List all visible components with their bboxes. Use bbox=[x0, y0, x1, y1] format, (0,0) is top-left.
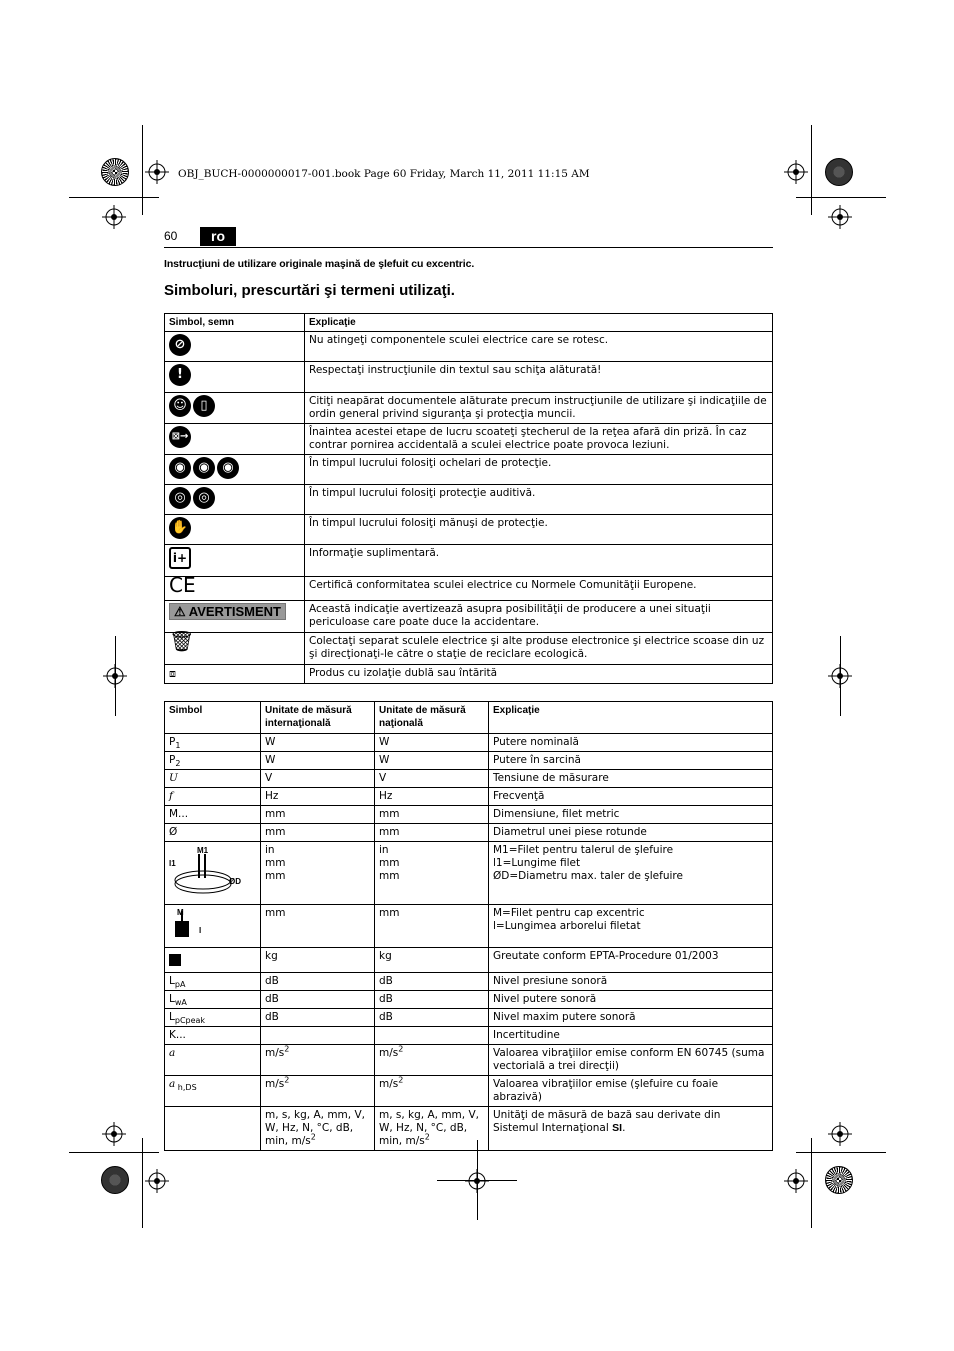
column-header: Unitate de măsură naţională bbox=[375, 702, 489, 734]
explanation-cell: Informaţie suplimentară. bbox=[305, 545, 773, 577]
explanation-cell bbox=[489, 842, 773, 905]
page-number: 60 bbox=[164, 229, 178, 243]
nat-unit-cell: $m/s^2$ bbox=[375, 1045, 489, 1076]
explanation-cell: Valoarea vibraţiilor emise conform EN 60745 (suma vectorială a trei direcţii) bbox=[489, 1045, 773, 1076]
table-row bbox=[165, 424, 773, 455]
explanation-cell: Nivel maxim putere sonoră bbox=[489, 1009, 773, 1027]
symbol-cell: a bbox=[165, 1045, 261, 1076]
explanation-line: M1=Filet pentru talerul de şlefuire bbox=[493, 844, 674, 856]
symbol-cell: $P_2$ bbox=[165, 752, 261, 770]
explanation-cell: Frecvenţă bbox=[489, 788, 773, 806]
nat-unit-cell: mm bbox=[375, 905, 489, 948]
explanation-cell: Produs cu izolaţie dublă sau întărită bbox=[305, 665, 773, 684]
table-header-row bbox=[165, 702, 773, 734]
nat-unit-cell: Hz bbox=[375, 788, 489, 806]
symbol-cell: Ø bbox=[165, 824, 261, 842]
nat-unit-cell: V bbox=[375, 770, 489, 788]
column-header: Explicaţie bbox=[305, 314, 773, 332]
ear-protection-icon: ◎ bbox=[193, 487, 215, 509]
color-rosette-icon bbox=[101, 158, 129, 186]
explanation-cell: Unităţi de măsură de bază sau derivate din Sistemul Internaţional SI. bbox=[489, 1107, 773, 1151]
intl-unit-cell: W bbox=[261, 734, 375, 752]
symbol-cell bbox=[165, 842, 261, 905]
column-header: Simbol bbox=[165, 702, 261, 734]
table-row bbox=[165, 601, 773, 633]
symbol-cell: M... bbox=[165, 806, 261, 824]
nat-unit-cell: mm bbox=[375, 824, 489, 842]
explanation-cell: Citiţi neapărat documentele alăturate precum instrucţiunile de utilizare şi indicaţiile de ordin general privind siguranţa şi protecţia muncii. bbox=[305, 393, 773, 424]
explanation-cell: Tensiune de măsurare bbox=[489, 770, 773, 788]
registration-mark-icon bbox=[102, 205, 126, 229]
symbol-cell: U bbox=[165, 770, 261, 788]
intl-unit-cell: dB bbox=[261, 973, 375, 991]
intl-unit-cell: Hz bbox=[261, 788, 375, 806]
symbol-cell: f bbox=[165, 788, 261, 806]
section-title: Simboluri, prescurtări şi termeni utilizaţi. bbox=[164, 282, 455, 299]
intl-unit-cell: $m/s^2$ bbox=[261, 1045, 375, 1076]
table-row bbox=[165, 842, 773, 905]
column-header: Simbol, semn bbox=[165, 314, 305, 332]
symbol-cell bbox=[165, 948, 261, 973]
explanation-cell: În timpul lucrului folosiţi protecţie auditivă. bbox=[305, 485, 773, 515]
registration-mark-icon bbox=[784, 1169, 808, 1193]
explanation-cell: Respectaţi instrucţiunile din textul sau schiţa alăturată! bbox=[305, 362, 773, 393]
column-header: Explicaţie bbox=[489, 702, 773, 734]
intl-unit-cell: dB bbox=[261, 991, 375, 1009]
symbol-cell: K... bbox=[165, 1027, 261, 1045]
color-rosette-icon bbox=[101, 1166, 129, 1194]
eye-protection-icon: ◉ bbox=[193, 457, 215, 479]
eye-protection-icon: ◉ bbox=[217, 457, 239, 479]
explanation-cell: Nu atingeţi componentele sculei electrice care se rotesc. bbox=[305, 332, 773, 362]
eye-protection-icon: ◉ bbox=[169, 457, 191, 479]
table-row bbox=[165, 788, 773, 806]
table-row bbox=[165, 806, 773, 824]
crop-mark bbox=[796, 1152, 886, 1153]
color-rosette-icon bbox=[825, 158, 853, 186]
symbol-cell: a $_{h,DS}$ bbox=[165, 1076, 261, 1107]
nat-unit-cell: W bbox=[375, 734, 489, 752]
warning-triangle-icon: ⚠ bbox=[174, 604, 186, 619]
intl-unit-cell: $m/s^2$ bbox=[261, 1076, 375, 1107]
explanation-cell: Putere în sarcină bbox=[489, 752, 773, 770]
units-table bbox=[164, 701, 773, 1151]
explanation-cell: Această indicaţie avertizează asupra posibilităţii de producere a unei situaţii periculoase care poate duce la accidentare. bbox=[305, 601, 773, 633]
table-row bbox=[165, 1045, 773, 1076]
explanation-line: ØD=Diametru max. taler de şlefuire bbox=[493, 870, 683, 882]
table-row bbox=[165, 973, 773, 991]
drawing-label-od: ØD bbox=[229, 877, 241, 886]
crop-mark bbox=[811, 125, 812, 215]
table-row bbox=[165, 824, 773, 842]
crop-mark bbox=[69, 197, 159, 198]
table-row bbox=[165, 734, 773, 752]
table-row bbox=[165, 991, 773, 1009]
book-icon: ▯ bbox=[193, 395, 215, 417]
nat-unit-cell: dB bbox=[375, 991, 489, 1009]
nat-unit-cell: W bbox=[375, 752, 489, 770]
sanding-pad-drawing bbox=[169, 844, 249, 898]
explanation-cell: Incertitudine bbox=[489, 1027, 773, 1045]
table-row bbox=[165, 1076, 773, 1107]
explanation-cell: Nivel putere sonoră bbox=[489, 991, 773, 1009]
table-row bbox=[165, 752, 773, 770]
table-row bbox=[165, 1107, 773, 1151]
intl-unit-cell: V bbox=[261, 770, 375, 788]
explanation-cell: Putere nominală bbox=[489, 734, 773, 752]
table-row bbox=[165, 633, 773, 665]
explanation-cell: În timpul lucrului folosiţi mănuşi de protecţie. bbox=[305, 515, 773, 545]
symbol-cell: $P_1$ bbox=[165, 734, 261, 752]
table-row bbox=[165, 770, 773, 788]
intl-unit-cell: mm bbox=[261, 905, 375, 948]
nat-unit-cell: dB bbox=[375, 973, 489, 991]
table-row bbox=[165, 665, 773, 684]
exclamation-icon: ! bbox=[169, 364, 191, 386]
registration-mark-icon bbox=[145, 1169, 169, 1193]
language-badge: ro bbox=[200, 227, 236, 246]
explanation-cell: Certifică conformitatea sculei electrice cu Normele Comunităţii Europene. bbox=[305, 577, 773, 601]
nat-unit-cell bbox=[375, 1027, 489, 1045]
drawing-label-l: l bbox=[199, 926, 202, 935]
table-row bbox=[165, 485, 773, 515]
intl-unit-cell: W bbox=[261, 752, 375, 770]
registration-mark-icon bbox=[145, 160, 169, 184]
weight-icon bbox=[169, 954, 181, 966]
intl-unit-cell bbox=[261, 1027, 375, 1045]
column-header: Unitate de măsură internaţională bbox=[261, 702, 375, 734]
header-rule bbox=[164, 247, 773, 248]
explanation-cell: Valoarea vibraţiilor emise (şlefuire cu foaie abrazivă) bbox=[489, 1076, 773, 1107]
info-icon: i+ bbox=[169, 547, 191, 569]
nat-unit-cell: kg bbox=[375, 948, 489, 973]
explanation-line: l1=Lungime filet bbox=[493, 857, 581, 869]
table-row bbox=[165, 1009, 773, 1027]
symbol-cell: $L_{pA}$ bbox=[165, 973, 261, 991]
print-header: OBJ_BUCH-0000000017-001.book Page 60 Friday, March 11, 2011 11:15 AM bbox=[178, 168, 590, 180]
intl-unit-cell: in mm mm bbox=[261, 842, 375, 905]
table-row bbox=[165, 362, 773, 393]
nat-unit-cell: $m/s^2$ bbox=[375, 1076, 489, 1107]
symbol-cell: $L_{pCpeak}$ bbox=[165, 1009, 261, 1027]
symbols-table bbox=[164, 313, 773, 684]
explanation-cell: Nivel presiune sonoră bbox=[489, 973, 773, 991]
explanation-line: M=Filet pentru cap excentric bbox=[493, 907, 645, 919]
intl-unit-cell: dB bbox=[261, 1009, 375, 1027]
intl-unit-cell: mm bbox=[261, 806, 375, 824]
table-row bbox=[165, 515, 773, 545]
registration-mark-icon bbox=[784, 160, 808, 184]
explanation-cell: Greutate conform EPTA-Procedure 01/2003 bbox=[489, 948, 773, 973]
nat-unit-cell: in mm mm bbox=[375, 842, 489, 905]
no-touch-rotating-icon: ⊘ bbox=[169, 334, 191, 356]
nat-unit-cell: mm bbox=[375, 806, 489, 824]
explanation-cell: Diametrul unei piese rotunde bbox=[489, 824, 773, 842]
crop-mark bbox=[69, 1152, 159, 1153]
si-label: SI bbox=[612, 1122, 623, 1134]
explanation-cell bbox=[489, 905, 773, 948]
symbol-cell bbox=[165, 1107, 261, 1151]
unplug-icon: ⊠→ bbox=[169, 426, 191, 448]
ear-protection-icon: ◎ bbox=[169, 487, 191, 509]
symbol-cell bbox=[165, 905, 261, 948]
intl-unit-cell: kg bbox=[261, 948, 375, 973]
color-rosette-icon bbox=[825, 1166, 853, 1194]
ce-mark-icon: CE bbox=[169, 573, 196, 597]
gloves-icon: ✋ bbox=[169, 517, 191, 539]
table-row bbox=[165, 332, 773, 362]
nat-unit-cell: dB bbox=[375, 1009, 489, 1027]
double-insulation-icon: ⧈ bbox=[169, 667, 176, 680]
registration-mark-icon bbox=[828, 205, 852, 229]
drawing-label-l1: l1 bbox=[169, 859, 176, 868]
table-row bbox=[165, 1027, 773, 1045]
explanation-line: l=Lungimea arborelui filetat bbox=[493, 920, 641, 932]
explanation-cell: Înaintea acestei etape de lucru scoateţi ştecherul de la reţea afară din priză. În caz contrar pornirea accidentală a sculei electrice poate provoca leziuni. bbox=[305, 424, 773, 455]
table-row bbox=[165, 948, 773, 973]
registration-mark-icon bbox=[828, 664, 852, 688]
registration-mark-icon bbox=[828, 1122, 852, 1146]
table-row bbox=[165, 577, 773, 601]
registration-mark-icon bbox=[465, 1169, 489, 1193]
explanation-text: Unităţi de măsură de bază sau derivate din Sistemul Internaţional bbox=[493, 1109, 721, 1134]
table-row bbox=[165, 905, 773, 948]
warning-label bbox=[169, 603, 286, 620]
explanation-cell: Dimensiune, filet metric bbox=[489, 806, 773, 824]
eccentric-head-drawing bbox=[169, 907, 209, 941]
registration-mark-icon bbox=[103, 664, 127, 688]
table-row bbox=[165, 393, 773, 424]
explanation-cell: Colectaţi separat sculele electrice şi alte produse electronice şi electrice scoase din uz şi direcţionaţi-le către o staţie de reciclare ecologică. bbox=[305, 633, 773, 665]
warning-label-text: AVERTISMENT bbox=[188, 604, 282, 619]
table-header-row bbox=[165, 314, 773, 332]
explanation-cell: În timpul lucrului folosiţi ochelari de protecţie. bbox=[305, 455, 773, 485]
table-row bbox=[165, 455, 773, 485]
document-subtitle: Instrucţiuni de utilizare originale maşină de şlefuit cu excentric. bbox=[164, 258, 475, 270]
crop-mark bbox=[142, 125, 143, 215]
drawing-label-m1: M1 bbox=[197, 846, 209, 855]
symbol-cell: $L_{wA}$ bbox=[165, 991, 261, 1009]
read-manual-icon: ☺ bbox=[169, 395, 191, 417]
registration-mark-icon bbox=[102, 1122, 126, 1146]
drawing-label-m: M bbox=[177, 908, 184, 917]
table-row bbox=[165, 545, 773, 577]
crossed-bin-icon: 🗑 bbox=[169, 629, 195, 653]
intl-unit-cell: m, s, kg, A, mm, V, W, Hz, N, °C, dB, min, $m/s^2$ bbox=[261, 1107, 375, 1151]
intl-unit-cell: mm bbox=[261, 824, 375, 842]
crop-mark bbox=[796, 197, 886, 198]
nat-unit-cell: m, s, kg, A, mm, V, W, Hz, N, °C, dB, min, $m/s^2$ bbox=[375, 1107, 489, 1151]
